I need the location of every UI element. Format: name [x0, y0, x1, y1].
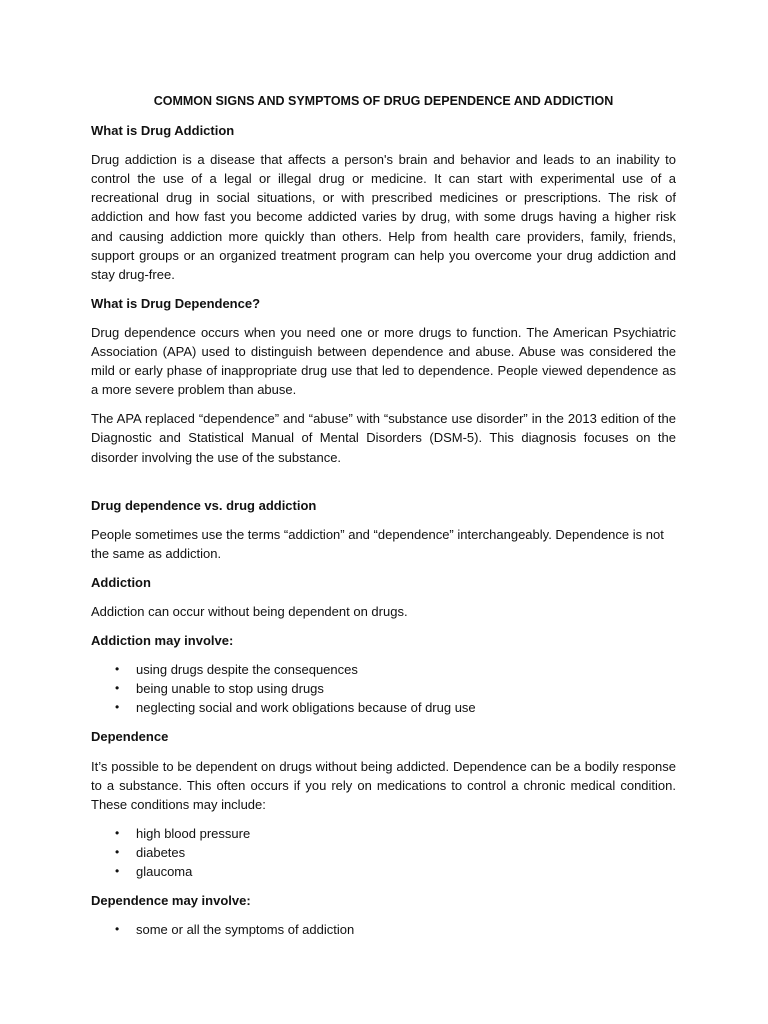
- bullet-icon: •: [115, 844, 120, 859]
- bullet-icon: •: [115, 700, 120, 715]
- list-dependence-involves: [91, 920, 676, 939]
- heading-dependence-may-involve: Dependence may involve:: [91, 893, 251, 909]
- bullet-icon: •: [115, 662, 120, 677]
- list-item-text: using drugs despite the consequences: [136, 662, 358, 678]
- list-item: [91, 920, 676, 939]
- paragraph-dependence: It’s possible to be dependent on drugs without being addicted. Dependence can be a bodily response to a substance. This often occurs if you rely on medications to control a chronic medical condition. These conditions may include:: [91, 758, 676, 812]
- heading-addiction: Addiction: [91, 574, 151, 590]
- heading-addiction-may-involve: Addiction may involve:: [91, 633, 234, 649]
- heading-what-is-drug-dependence: What is Drug Dependence?: [91, 295, 261, 311]
- document-title: COMMON SIGNS AND SYMPTOMS OF DRUG DEPENDENCE AND ADDICTION: [153, 94, 614, 108]
- paragraph-terms: People sometimes use the terms “addiction” and “dependence” interchangeably. Dependence is not the same as addiction.: [91, 526, 664, 561]
- bullet-icon: •: [115, 864, 120, 878]
- list-item: [91, 679, 676, 698]
- list-item-text: diabetes: [136, 844, 186, 860]
- list-item: [91, 843, 676, 862]
- paragraph-addiction: Addiction can occur without being dependent on drugs.: [91, 603, 408, 619]
- list-item-text: some or all the symptoms of addiction: [136, 922, 355, 938]
- paragraph-dsm5: The APA replaced “dependence” and “abuse” with “substance use disorder” in the 2013 edition of the Diagnostic and Statistical Manual of Mental Disorders (DSM-5). This diagnosis focuses on the disorder involving the use of the substance.: [91, 411, 676, 465]
- paragraph-drug-addiction: Drug addiction is a disease that affects a person's brain and behavior and leads to an inability to control the use of a legal or illegal drug or medicine. It can start with experimental use of a recreational drug in social situations, or with prescribed medicines or prescriptions. The risk of addiction and how fast you become addicted varies by drug, with some drugs having a higher risk and causing addiction more quickly than others. Help from health care providers, family, friends, support groups or an organized treatment program can help you overcome your drug addiction and stay drug-free.: [91, 152, 676, 282]
- list-conditions: [91, 824, 676, 881]
- list-item-text: being unable to stop using drugs: [136, 681, 324, 697]
- list-item: [91, 698, 676, 717]
- list-item-text: high blood pressure: [136, 825, 251, 841]
- list-item: [91, 862, 676, 881]
- heading-dependence: Dependence: [91, 729, 169, 745]
- list-item-text: neglecting social and work obligations because of drug use: [136, 700, 476, 716]
- bullet-icon: •: [115, 922, 120, 937]
- heading-what-is-drug-addiction: What is Drug Addiction: [91, 123, 235, 139]
- list-item: [91, 660, 676, 679]
- paragraph-dependence-apa: Drug dependence occurs when you need one or more drugs to function. The American Psychiatric Association (APA) used to distinguish between dependence and abuse. Abuse was considered the mild or early phase of inappropriate drug use that led to dependence. People viewed dependence as a more severe problem than abuse.: [91, 324, 676, 398]
- list-item-text: glaucoma: [136, 864, 193, 879]
- heading-dependence-vs-addiction: Drug dependence vs. drug addiction: [91, 497, 317, 513]
- bullet-icon: •: [115, 681, 120, 696]
- blank-line: [91, 477, 676, 496]
- bullet-icon: •: [115, 825, 120, 840]
- list-item: [91, 824, 676, 843]
- list-addiction-involves: [91, 660, 676, 717]
